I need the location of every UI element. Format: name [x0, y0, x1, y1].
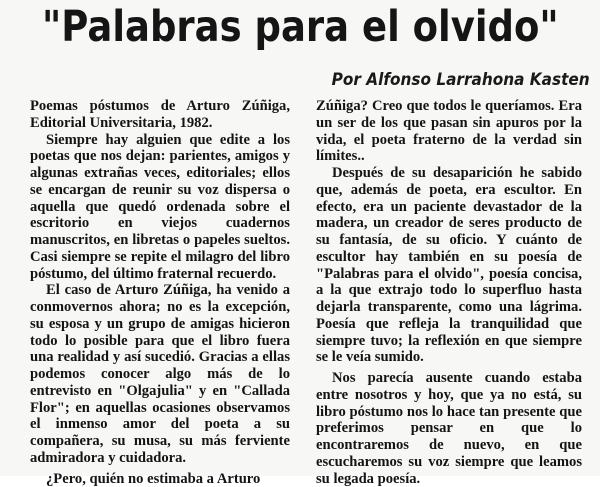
paragraph: Nos parecía ausente cuando estaba entre nosotros y hoy, que ya no está, su libro póstumo nos lo hace tan presente que preferimos pensar en que lo encontraremos de nuevo, en que escucharemos su voz siempre que leamos su legada poesía.	[316, 370, 582, 487]
paragraph: Después de su desaparición he sabido que, además de poeta, era escultor. En efecto, era un paciente devastador de la madera, un creador de seres producto de su fantasía, de su oficio. Y cuánto de escultor hay también en su poesía de "Palabras para el olvido", poesía concisa, a la que extrajo todo lo superfluo hasta dejarla transparente, como una lágrima. Poesía que refleja la tranquilidad que siempre tuvo; la reflexión en que siempre se le veía sumido.	[316, 165, 582, 366]
article-byline: Por Alfonso Larrahona Kasten	[332, 70, 590, 90]
article-title: "Palabras para el olvido"	[42, 2, 558, 52]
paragraph: Zúñiga? Creo que todos le queríamos. Era un ser de los que pasan sin apuros por la vida, el poeta fraterno de la verdad sin límites..	[316, 98, 582, 165]
paragraph: El caso de Arturo Zúñiga, ha venido a conmovernos ahora; no es la excepción, su esposa y un grupo de amigas hicieron todo lo posible para que el libro fuera una realidad y así sucedió. Gracias a ellas podemos conocer algo más de lo entrevisto en "Olgajulia" y en "Callada Flor"; en aquellas ocasiones observamos el inmenso amor del poeta a su compañera, su musa, su más ferviente admiradora y cuidadora.	[30, 282, 290, 466]
right-column	[316, 98, 582, 487]
paragraph: ¿Pero, quién no estimaba a Arturo	[30, 471, 290, 487]
left-column	[30, 98, 290, 487]
book-reference: Poemas póstumos de Arturo Zúñiga, Editorial Universitaria, 1982.	[30, 98, 290, 132]
paragraph: Siempre hay alguien que edite a los poetas que nos dejan: parientes, amigos y algunas extrañas veces, editoriales; ellos se encargan de reunir su voz dispersa o aquella que quedó ordenada sobre el escritorio en viejos cuadernos manuscritos, en libretas o papeles sueltos. Casi siempre se repite el milagro del libro póstumo, del último fraternal recuerdo.	[30, 132, 290, 283]
